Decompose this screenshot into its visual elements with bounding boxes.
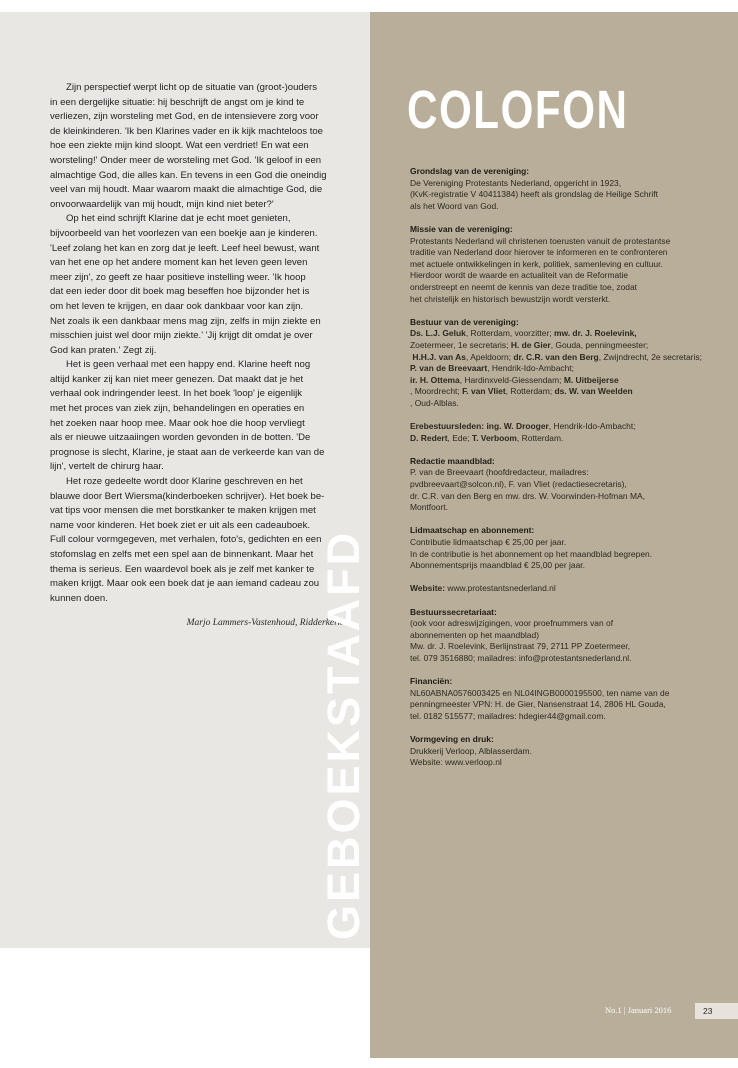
- colofon-missie: Missie van de vereniging: Protestants Nederland wil christenen toerusten vanuit de protestantse traditie van Nederland door hierover te informeren en te confronteren met actuele ontwikkelingen in kerk, politiek, samenleving en cultuur. Hierdoor wordt de waarde en actualiteit van de Reformatie onderstreept en neemt de kennis van deze traditie toe, zodat het christelijk en historisch bewustzijn wordt versterkt.: [410, 224, 710, 305]
- colofon-erebestuur: Erebestuursleden: ing. W. Drooger, Hendrik-Ido-Ambacht; D. Redert, Ede; T. Verboom, Rotterdam.: [410, 421, 636, 443]
- colofon-financien: Financiën: NL60ABNA0576003425 en NL04INGB0000195500, ten name van de penningmeester VPN: H. de Gier, Nansenstraat 14, 2806 HL Gouda, tel. 0182 515577; mailadres: hdegier44@gmail.com.: [410, 676, 710, 722]
- page-number: 23: [703, 1006, 713, 1016]
- colofon-bestuurssecretariaat: Bestuurssecretariaat: (ook voor adreswijzigingen, voor proefnummers van of abonnementen op het maandblad) Mw. dr. J. Roelevink, Berlijnstraat 79, 2711 PP Zoetermeer, tel. 079 3516880; mailadres: info@protestantsnederland.nl.: [410, 607, 710, 665]
- page-number-box: [695, 1003, 738, 1019]
- section-heading: Grondslag van de vereniging:: [410, 166, 530, 176]
- section-heading: Lidmaatschap en abonnement:: [410, 525, 535, 536]
- article-paragraph: Het is geen verhaal met een happy end. Klarine heeft nog altijd kanker zij kan niet meer genezen. Dat maakt dat je het verhaal ook indringender leest. In het boek 'loop' je eigenlijk met het proces van ziek zijn, behandelingen en operaties en het zoeken naar hoop mee. Maar ook hoe die hoop vervliegt als er nieuwe uitzaaiingen worden gevonden in de botten. 'De prognose is slecht, Klarine, je staat aan de verkeerde kan van de lijn', vertelt de chirurg haar.: [50, 359, 325, 473]
- colofon-grondslag: Grondslag van de vereniging: De Vereniging Protestants Nederland, opgericht in 1923, (KvK-registratie V 40411384) heeft als grondslag de Heilige Schrift als het Woord van God.: [410, 166, 710, 212]
- section-heading: Financiën:: [410, 676, 453, 687]
- colofon-block: [410, 166, 710, 780]
- section-heading: Missie van de vereniging:: [410, 223, 513, 234]
- colofon-lidmaatschap: Lidmaatschap en abonnement: Contributie lidmaatschap € 25,00 per jaar. In de contributie is het abonnement op het maandblad begrepen. Abonnementsprijs maandblad € 25,00 per jaar.: [410, 525, 710, 571]
- colofon-website: Website: www.protestantsnederland.nl: [410, 583, 556, 594]
- colofon-redactie: Redactie maandblad: P. van de Breevaart (hoofdredacteur, mailadres: pvdbreevaart@solcon.nl), F. van Vliet (redactiesecretaris), dr. C.R. van den Berg en mw. drs. W. Voorwinden-Hofman MA, Montfoort.: [410, 456, 710, 514]
- section-label-vertical: GEBOEKSTAAFD: [318, 529, 369, 940]
- section-heading: Bestuur van de vereniging:: [410, 316, 519, 327]
- section-heading: Redactie maandblad:: [410, 455, 495, 466]
- colofon-bestuur: Bestuur van de vereniging: Ds. L.J. Geluk, Rotterdam, voorzitter; mw. dr. J. Roelevink, Zoetermeer, 1e secretaris; H. de Gier, Gouda, penningmeester; H.H.J. van As, Apeldoorn; dr. C.R. van den Berg, Zwijndrecht, 2e secretaris; P. van de Breevaart, Hendrik-Ido-Ambacht; ir. H. Ottema, Hardinxveld-Giessendam; M. Uitbeijerse , Moordrecht; F. van Vliet, Rotterdam; ds. W. van Weelden , Oud-Alblas.: [410, 317, 710, 410]
- issue-label: No.1 | Januari 2016: [605, 1005, 672, 1015]
- colofon-title: COLOFON: [407, 80, 629, 140]
- section-heading: Bestuurssecretariaat:: [410, 606, 497, 617]
- article-paragraph: Zijn perspectief werpt licht op de situatie van (groot-)ouders in een dergelijke situatie: hij beschrijft de angst om je kind te verliezen, zijn worsteling met God, en de intensievere zorg voor de kleinkinderen. 'Ik ben Klarines vader en ik kijk machteloos toe hoe een ziekte mijn kind sloopt. Wat een verdriet! En wat een worsteling!' Onder meer de worsteling met God. 'Ik geloof in een almachtige God, die alles kan. En tevens in een God die oneindig veel van mij houdt. Maar waarom maakt die almachtige God, die onvoorwaardelijk van mij houdt, mijn kind niet beter?': [50, 82, 327, 210]
- article-text: [50, 81, 342, 606]
- website-link[interactable]: www.protestantsnederland.nl: [447, 583, 556, 594]
- article-paragraph: Het roze gedeelte wordt door Klarine geschreven en het blauwe door Bert Wiersma(kinderboeken schrijver). Het boek be- vat tips voor mensen die met borstkanker te maken krijgen met name voor kinderen. Het boek ziet er uit als een cadeauboek. Full colour vormgegeven, met verhalen, foto's, gedichten en een stofomslag en zelfs met een spel aan de binnenkant. Maar het thema is serieus. Een waardevol boek als je zelf met kanker te maken krijgt. Maar ook een boek dat je aan iemand cadeau zou kunnen doen.: [50, 476, 325, 604]
- section-heading: Vormgeving en druk:: [410, 734, 494, 745]
- colofon-vormgeving: Vormgeving en druk: Drukkerij Verloop, Alblasserdam. Website: www.verloop.nl: [410, 734, 710, 769]
- article-paragraph: Op het eind schrijft Klarine dat je echt moet genieten, bijvoorbeeld van het voorlezen van een boekje aan je kinderen. 'Leef zolang het kan en zorg dat je leeft. Leef heel bewust, want van het ene op het andere moment kan het leven geen leven meer zijn', zo geeft ze haar positieve instelling weer. 'Ik hoop dat een ieder door dit boek mag beseffen hoe bijzonder het is om het leven te krijgen, en daar ook dankbaar voor kan zijn. Net zoals ik een dankbaar mens mag zijn, zelfs in mijn ziekte en misschien juist wel door mijn ziekte.' 'Jij krijgt dit omdat je over God kan praten.' Zegt zij.: [50, 213, 321, 356]
- article-signature: Marjo Lammers-Vastenhoud, Ridderkerk: [186, 618, 342, 628]
